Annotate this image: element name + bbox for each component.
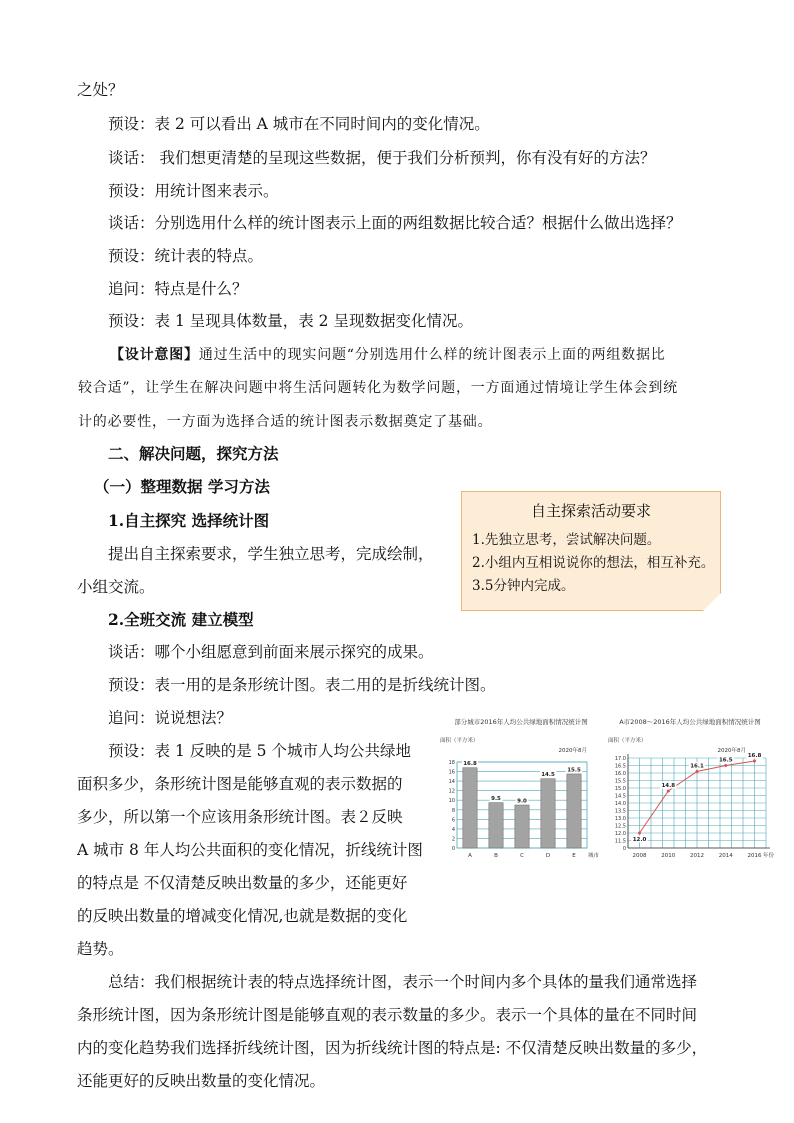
y-tick-label: 16 (448, 769, 455, 776)
data-point (724, 764, 727, 767)
bar (489, 803, 503, 848)
design-intent: 较合适”，让学生在解决问题中将生活问题转化为数学问题，一方面通过情境让学生体会到统 (78, 380, 678, 396)
x-axis-label: 年份 (762, 853, 774, 859)
x-tick-label: D (545, 853, 551, 859)
text-line: 追问：说说想法？ (108, 709, 233, 727)
y-tick-label: 6 (451, 817, 455, 824)
data-label: 16.8 (463, 761, 477, 768)
text-line: 还能更好的反映出数量的变化情况。 (77, 1072, 326, 1090)
text-line: 预设：表一用的是条形统计图。表二用的是折线统计图。 (108, 676, 496, 694)
y-tick-label: 15.0 (614, 786, 626, 792)
x-tick-label: 2014 (718, 853, 733, 859)
x-tick-label: 2016 (747, 853, 762, 859)
y-tick-label: 18 (448, 760, 455, 766)
chart-date: 2020年8月 (717, 748, 746, 754)
y-tick-label: 12.5 (614, 823, 626, 830)
x-tick-label: C (520, 853, 524, 859)
step-heading: 2.全班交流 建立模型 (108, 610, 254, 629)
line-chart (606, 712, 776, 864)
data-label: 9.5 (491, 796, 501, 803)
text-line: 之处？ (77, 81, 124, 99)
y-tick-label: 10 (448, 798, 455, 805)
data-point (638, 832, 641, 835)
y-axis-label: 面积（平方米） (440, 738, 479, 744)
data-point (667, 790, 670, 793)
text-line: 谈话： 我们想更清楚的呈现这些数据，便于我们分析预判，你有没有好的方法？ (108, 149, 656, 167)
y-tick-label: 0 (451, 846, 455, 852)
text-line: 多少，所以第一个应该用条形统计图。表２反映 (77, 808, 403, 826)
text-line: 预设：统计表的特点。 (108, 247, 264, 265)
data-label: 14.8 (661, 783, 676, 789)
data-label: 15.5 (567, 767, 581, 774)
x-tick-label: 2010 (661, 853, 676, 859)
x-tick-label: B (494, 853, 498, 859)
note-item: 2.小组内互相说说你的想法，相互补充。 (472, 555, 715, 571)
text-line: 面积多少，条形统计图是能够直观的表示数据的 (77, 775, 403, 793)
data-label: 16.1 (690, 763, 704, 770)
note-title: 自主探索活动要求 (530, 502, 651, 520)
y-tick-label: 13.5 (614, 808, 626, 815)
x-tick-label: E (572, 853, 576, 859)
y-tick-label: 15.5 (614, 778, 626, 785)
text-line: 内的变化趋势我们选择折线统计图，因为折线统计图的特点是: 不仅清楚反映出数量的多少， (77, 1039, 708, 1057)
section-heading: 二、解决问题，探究方法 (108, 444, 279, 463)
data-label: 14.5 (541, 772, 555, 779)
text-line: 预设：表 2 可以看出 A 城市在不同时间内的变化情况。 (108, 115, 490, 133)
text-line: 小组交流。 (77, 578, 155, 596)
text-line: A 城市 8 年人均公共面积的变化情况，折线统计图 (77, 841, 423, 859)
text-line: 提出自主探索要求，学生独立思考，完成绘制， (108, 545, 434, 563)
y-tick-label: 4 (451, 826, 455, 833)
design-intent: 计的必要性，一方面为选择合适的统计图表示数据奠定了基础。 (78, 414, 493, 430)
x-tick-label: 2008 (632, 853, 647, 859)
y-tick-label: 13.0 (614, 816, 626, 822)
page-curl-icon (703, 593, 721, 611)
x-axis-label: 城市 (587, 853, 599, 859)
y-tick-label: 0 (622, 846, 626, 852)
line-chart-svg (606, 712, 776, 864)
text-line: 趋势。 (77, 940, 124, 958)
bar-chart-svg (437, 712, 605, 864)
note-item: 3.5分钟内完成。 (472, 578, 575, 594)
y-tick-label: 14.5 (614, 793, 626, 800)
text-line: 的反映出数量的增减变化情况,也就是数据的变化 (77, 907, 408, 925)
bar (541, 779, 555, 848)
note-item: 1.先独立思考，尝试解决问题。 (472, 532, 661, 548)
text-line: 预设：用统计图来表示。 (108, 182, 279, 200)
activity-requirements-box (461, 491, 721, 611)
design-intent: 【设计意图】通过生活中的现实问题“分别选用什么样的统计图表示上面的两组数据比 (110, 347, 666, 363)
y-tick-label: 12 (448, 788, 455, 795)
y-tick-label: 12.0 (614, 831, 626, 837)
text-line: 条形统计图，因为条形统计图是能够直观的表示数量的多少。表示一个具体的量在不同时间 (77, 1006, 698, 1024)
data-label: 9.0 (517, 798, 527, 805)
text-line: 谈话：分别选用什么样的统计图表示上面的两组数据比较合适？根据什么做出选择？ (108, 214, 682, 232)
text-line: 总结：我们根据统计表的特点选择统计图，表示一个时间内多个具体的量我们通常选择 (108, 973, 698, 991)
x-tick-label: 2012 (690, 853, 704, 859)
subsection-heading: （一）整理数据 学习方法 (94, 477, 270, 496)
bar-chart (437, 712, 605, 864)
text-line: 预设：表 1 反映的是 5 个城市人均公共绿地 (108, 742, 411, 760)
y-tick-label: 16.5 (614, 763, 626, 770)
y-tick-label: 16.0 (614, 771, 626, 777)
text-line: 谈话：哪个小组愿意到前面来展示探究的成果。 (108, 643, 434, 661)
y-tick-label: 8 (451, 807, 455, 814)
y-tick-label: 17.0 (614, 756, 626, 762)
chart-title: 部分城市2016年人均公共绿地面积情况统计图 (454, 718, 588, 726)
y-tick-label: 14.0 (614, 801, 626, 807)
x-tick-label: A (468, 853, 472, 859)
y-axis-label: 面积（平方米） (608, 738, 647, 744)
data-label: 16.8 (747, 753, 762, 759)
y-tick-label: 14 (448, 779, 455, 786)
text-line: 预设：表 1 呈现具体数量，表 2 呈现数据变化情况。 (108, 312, 473, 330)
bar (463, 768, 477, 848)
bar (515, 805, 529, 848)
bar (567, 774, 581, 848)
y-tick-label: 11.5 (614, 838, 626, 845)
data-label: 12.0 (632, 837, 647, 843)
text-line: 的特点是 不仅清楚反映出数量的多少，还能更好 (77, 874, 408, 892)
chart-title: A市2008～2016年人均公共绿地面积情况统计图 (619, 718, 761, 726)
data-point (696, 770, 699, 773)
chart-date: 2020年8月 (558, 748, 587, 754)
step-heading: 1.自主探究 选择统计图 (108, 511, 270, 530)
data-point (753, 760, 756, 763)
y-tick-label: 2 (451, 836, 455, 843)
data-label: 16.5 (718, 757, 733, 764)
text-line: 追问：特点是什么？ (108, 280, 248, 298)
